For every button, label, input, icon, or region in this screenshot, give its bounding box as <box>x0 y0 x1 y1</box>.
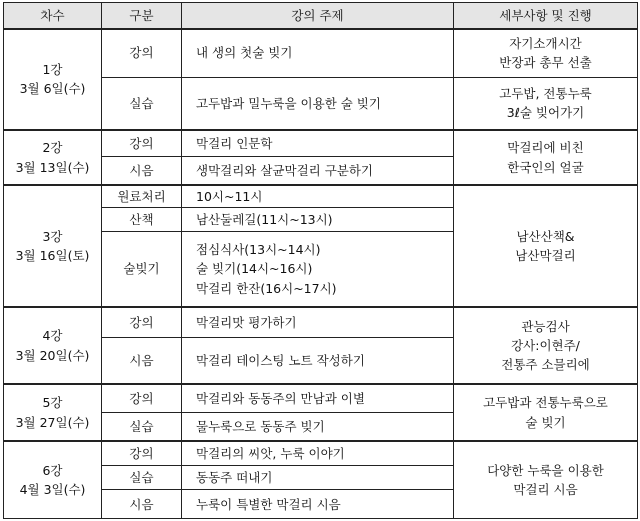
topic-line: 생막걸리와 살균막걸리 구분하기 <box>196 162 373 178</box>
session-cell <box>4 307 102 384</box>
detail-cell <box>454 185 638 307</box>
session-date: 3월 13일(수) <box>15 159 90 175</box>
detail-cell <box>454 441 638 518</box>
detail-line: 반장과 총무 선출 <box>499 55 592 71</box>
detail-line: 3ℓ술 빚어가기 <box>506 105 585 121</box>
type-cell: 원료처리 <box>102 185 182 207</box>
topic-cell <box>182 384 454 412</box>
topic-line: 동동주 떠내기 <box>196 470 273 486</box>
topic-line: 막걸리 한잔(16시~17시) <box>196 280 337 296</box>
table-row <box>4 384 638 412</box>
header-session: 차수 <box>4 3 102 29</box>
session-number: 1강 <box>42 61 63 77</box>
header-detail: 세부사항 및 진행 <box>454 3 638 29</box>
topic-cell <box>182 232 454 307</box>
topic-line: 고두밥과 밀누룩을 이용한 술 빚기 <box>196 95 381 111</box>
type-cell: 시음 <box>102 337 182 384</box>
detail-line: 강사:이현주/ <box>511 337 580 353</box>
session-date: 3월 27일(수) <box>15 414 90 430</box>
table-row <box>4 29 638 78</box>
detail-line: 남산산책& <box>516 228 575 244</box>
topic-line: 막걸리와 동동주의 만남과 이별 <box>196 391 365 406</box>
topic-cell <box>182 157 454 185</box>
type-cell: 강의 <box>102 384 182 412</box>
detail-line: 관능검사 <box>521 318 570 334</box>
topic-cell <box>182 466 454 490</box>
type-cell: 술빚기 <box>102 232 182 307</box>
topic-line: 남산둘레길(11시~13시) <box>196 211 333 227</box>
topic-line: 막걸리의 씨앗, 누룩 이야기 <box>196 445 345 461</box>
type-cell: 강의 <box>102 29 182 78</box>
detail-cell <box>454 77 638 130</box>
table-row <box>4 307 638 337</box>
topic-cell <box>182 413 454 441</box>
detail-cell <box>454 384 638 441</box>
topic-cell <box>182 207 454 231</box>
type-cell: 산책 <box>102 207 182 231</box>
detail-line: 막걸리에 비친 <box>507 140 584 156</box>
type-cell: 시음 <box>102 490 182 519</box>
detail-line: 자기소개시간 <box>509 35 582 51</box>
header-type: 구분 <box>102 3 182 29</box>
session-cell <box>4 185 102 307</box>
detail-cell <box>454 130 638 185</box>
detail-line: 술 빚기 <box>525 414 566 430</box>
topic-cell <box>182 490 454 519</box>
header-row <box>4 3 638 29</box>
topic-cell <box>182 130 454 156</box>
type-cell: 강의 <box>102 441 182 465</box>
session-cell <box>4 441 102 518</box>
type-cell: 실습 <box>102 466 182 490</box>
session-number: 6강 <box>42 462 63 478</box>
topic-cell <box>182 307 454 337</box>
topic-line: 점심식사(13시~14시) <box>196 242 321 258</box>
type-cell: 실습 <box>102 77 182 130</box>
topic-line: 막걸리 인문학 <box>196 135 273 151</box>
topic-line: 물누룩으로 동동주 빚기 <box>196 418 325 434</box>
type-cell: 강의 <box>102 130 182 156</box>
session-date: 4월 3일(수) <box>19 482 86 498</box>
session-number: 5강 <box>42 395 63 411</box>
topic-cell <box>182 29 454 78</box>
session-cell <box>4 130 102 185</box>
topic-line: 내 생의 첫술 빚기 <box>196 45 293 61</box>
detail-line: 막걸리 시음 <box>513 482 578 498</box>
topic-cell <box>182 77 454 130</box>
type-cell: 강의 <box>102 307 182 337</box>
detail-cell <box>454 29 638 78</box>
session-number: 2강 <box>42 140 63 156</box>
session-date: 3월 20일(수) <box>15 347 90 363</box>
type-cell: 실습 <box>102 413 182 441</box>
session-date: 3월 6일(수) <box>19 81 86 97</box>
lecture-schedule-table <box>3 2 638 519</box>
detail-line: 남산막걸리 <box>515 248 576 263</box>
header-topic: 강의 주제 <box>182 3 454 29</box>
table-row <box>4 185 638 207</box>
session-date: 3월 16일(토) <box>15 248 90 263</box>
detail-line: 한국인의 얼굴 <box>507 159 584 175</box>
detail-line: 고두밥과 전통누룩으로 <box>483 395 608 411</box>
session-number: 3강 <box>42 228 63 244</box>
topic-cell <box>182 337 454 384</box>
topic-line: 술 빚기(14시~16시) <box>196 261 313 277</box>
topic-cell <box>182 185 454 207</box>
detail-line: 전통주 소믈리에 <box>501 357 590 373</box>
type-cell: 시음 <box>102 157 182 185</box>
session-cell <box>4 29 102 131</box>
table-row <box>4 130 638 156</box>
schedule-body <box>4 29 638 519</box>
table-row <box>4 441 638 465</box>
topic-line: 막걸리 테이스팅 노트 작성하기 <box>196 352 365 368</box>
topic-line: 막걸리맛 평가하기 <box>196 314 297 330</box>
session-number: 4강 <box>42 328 63 344</box>
topic-cell <box>182 441 454 465</box>
detail-line: 고두밥, 전통누룩 <box>499 86 592 102</box>
topic-line: 누룩이 특별한 막걸리 시음 <box>196 496 341 512</box>
detail-line: 다양한 누룩을 이용한 <box>487 462 604 478</box>
detail-cell <box>454 307 638 384</box>
topic-line: 10시~11시 <box>196 188 263 204</box>
session-cell <box>4 384 102 441</box>
